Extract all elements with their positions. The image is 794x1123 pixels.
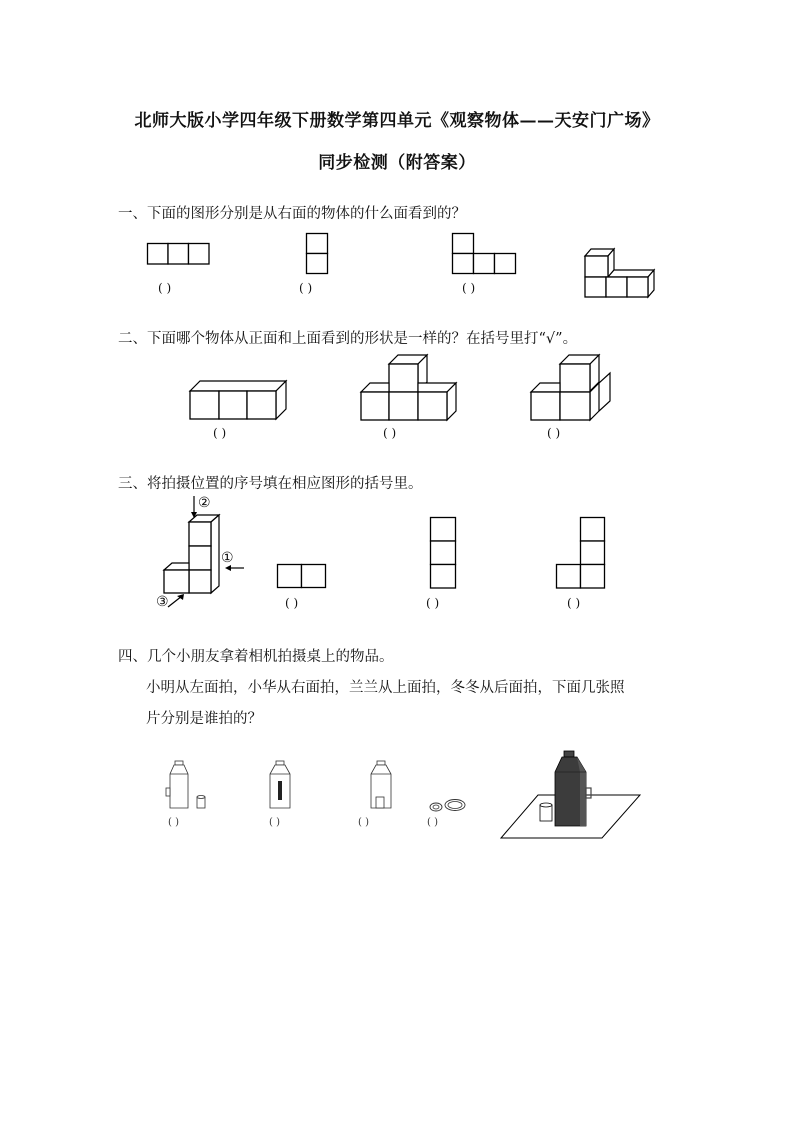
q2-answer-blank-3[interactable]: ( ) — [547, 426, 561, 440]
q1-cube-object — [584, 246, 656, 298]
q3-answer-blank-2[interactable]: ( ) — [426, 596, 440, 610]
q2-object-b — [360, 353, 460, 421]
q3-view-a — [277, 564, 327, 589]
page-title: 北师大版小学四年级下册数学第四单元《观察物体——天安门广场》 — [134, 111, 660, 131]
photo-4-top-view — [428, 796, 468, 816]
photo-3-bottle-back — [367, 760, 397, 810]
q1-view-front — [147, 243, 210, 265]
q4-answer-blank-4[interactable]: ( ) — [427, 817, 438, 828]
q4-answer-blank-3[interactable]: ( ) — [358, 817, 369, 828]
q1-view-l-shape — [452, 233, 516, 275]
q2-answer-blank-2[interactable]: ( ) — [383, 426, 397, 440]
q3-view-b — [430, 517, 457, 589]
q3-answer-blank-1[interactable]: ( ) — [285, 596, 299, 610]
q3-view-c — [556, 517, 606, 589]
q4-table-scene — [500, 750, 642, 842]
marker-position-1: ① — [221, 550, 234, 566]
page-subtitle: 同步检测（附答案） — [318, 153, 476, 173]
q1-answer-blank-3[interactable]: ( ) — [462, 281, 476, 295]
q3-answer-blank-3[interactable]: ( ) — [567, 596, 581, 610]
q1-answer-blank-2[interactable]: ( ) — [299, 281, 313, 295]
q3-cube-object — [156, 494, 256, 614]
marker-position-3: ③ — [156, 594, 169, 610]
q4-answer-blank-1[interactable]: ( ) — [168, 817, 179, 828]
photo-1-bottle-cup — [165, 760, 210, 810]
question-2-text: 二、下面哪个物体从正面和上面看到的形状是一样的？在括号里打“√”。 — [118, 331, 578, 347]
q2-answer-blank-1[interactable]: ( ) — [213, 426, 227, 440]
photo-2-bottle-front — [266, 760, 296, 810]
question-1-text: 一、下面的图形分别是从右面的物体的什么面看到的？ — [118, 206, 466, 222]
marker-position-2: ② — [198, 495, 211, 511]
q4-answer-blank-2[interactable]: ( ) — [269, 817, 280, 828]
question-4-para-line1: 小明从左面拍，小华从右面拍，兰兰从上面拍，冬冬从后面拍，下面几张照 — [146, 680, 625, 696]
question-4-text: 四、几个小朋友拿着相机拍摄桌上的物品。 — [118, 649, 394, 665]
question-4-para-line2: 片分别是谁拍的？ — [146, 711, 262, 727]
q1-view-side — [306, 233, 329, 275]
question-3-text: 三、将拍摄位置的序号填在相应图形的括号里。 — [118, 476, 423, 492]
q2-object-a — [189, 380, 289, 420]
q2-object-c — [530, 353, 614, 421]
q1-answer-blank-1[interactable]: ( ) — [158, 281, 172, 295]
